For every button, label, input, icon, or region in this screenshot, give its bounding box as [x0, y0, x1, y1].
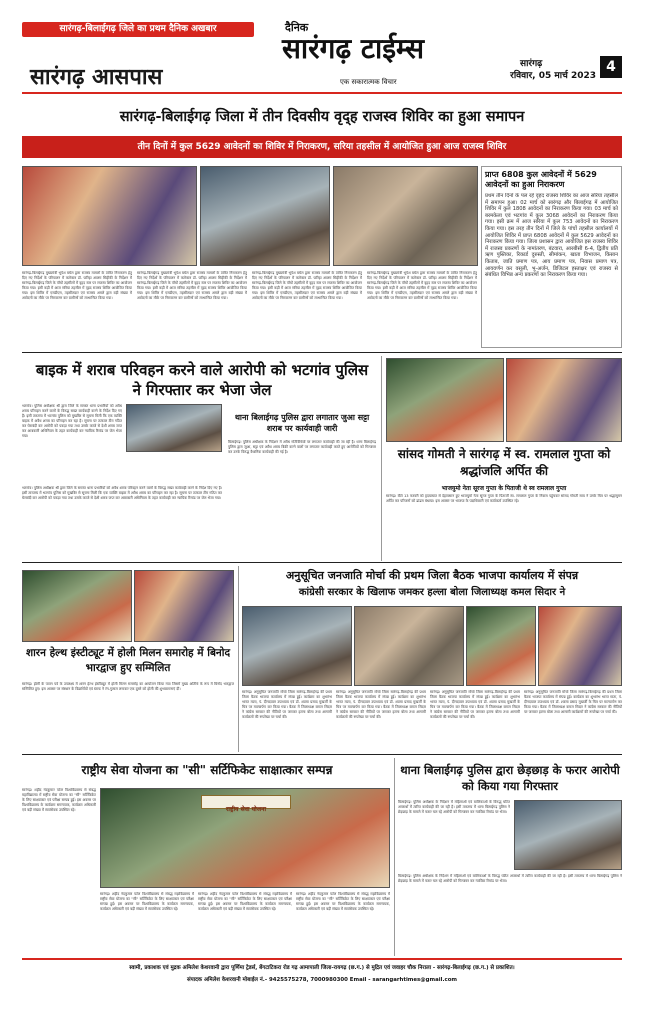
story1-body-col2: सारंगढ़-बिलाईगढ़ मुख्यमंत्री भूपेश बघेल द्वारा राजस्व मामलों के त्वरित निराकरण हेतु दिए गए निर्देशों के परिपालन में कलेक्टर डॉ. फरिहा आलम सिद्दीकी के निर्देशन में सारंगढ़-बिलाईगढ़ जिले के पाँचों तहसीलों में वृहद स्तर पर राजस्व शिविर का आयोजन किया गया। इसी कड़ी में आज सरिया तहसील में वृहद राजस्व शिविर आयोजित किया गया। इस शिविर में एसडीएम, तहसीलदार एवं राजस्व अमले द्वारा बड़ी संख्या में आवेदनों का मौके पर निराकरण कर ग्रामीणों को लाभान्वित किया गया। — [137, 271, 247, 300]
story6-headline: राष्ट्रीय सेवा योजना का "सी" सर्टिफिकेट साक्षात्कार सम्पन्न — [81, 763, 333, 777]
story2-body: भटगांव। पुलिस अधीक्षक श्री द्वारा जिले के समस्त थाना प्रभारियों को अवैध शराब परिवहन करने वालों के विरुद्ध सख्त कार्यवाही करने के निर्देश दिए गए हैं। इसी तारतम्य में भटगांव पुलिस को मुखबिर से सूचना मिली कि एक व्यक्ति बाइक में अवैध शराब का परिवहन कर रहा है। सूचना पर तत्काल टीम गठित कर घेराबंदी कर आरोपी को पकड़ा गया तथा उसके कब्जे से देशी शराब जप्त कर आबकारी अधिनियम के तहत कार्यवाही कर न्यायिक रिमांड पर जेल भेजा गया। — [22, 404, 122, 438]
story5-photo-1 — [242, 606, 352, 686]
story5-body-col2: सारंगढ़। अनुसूचित जनजाति मोर्चा जिला सारंगढ़-बिलाईगढ़ की प्रथम जिला बैठक भाजपा कार्यालय में संपन्न हुई। कार्यक्रम का शुभारंभ भारत माता, पं. दीनदयाल उपाध्याय एवं डॉ. श्यामा प्रसाद मुखर्जी के चित्र पर माल्यार्पण कर किया गया। बैठक में जिलाध्यक्ष कमल सिदार ने कांग्रेस सरकार की नीतियों पर जमकर हल्ला बोला तथा आगामी कार्यक्रमों की रूपरेखा पर चर्चा की। — [336, 690, 426, 719]
story7-body: बिलाईगढ़। पुलिस अधीक्षक के निर्देशन में महिलाओं एवं बालिकाओं के विरुद्ध घटित अपराधों में त्वरित कार्यवाही की जा रही है। इसी तारतम्य में थाना बिलाईगढ़ पुलिस ने छेड़छाड़ के मामले में फरार चल रहे आरोपी को गिरफ्तार कर न्यायिक रिमांड पर भेजा। — [398, 800, 510, 814]
story6-body-col2: सारंगढ़। शहीद नंदकुमार पटेल विश्वविद्यालय से संबद्ध महाविद्यालय में राष्ट्रीय सेवा योजना का "सी" सर्टिफिकेट के लिए साक्षात्कार एवं परीक्षा सम्पन्न हुई। इस अवसर पर विश्वविद्यालय के कार्यक्रम समन्वयक, कार्यक्रम अधिकारी एवं बड़ी संख्या में स्वयंसेवक उपस्थित रहे। — [100, 892, 194, 911]
story6-body-col3: सारंगढ़। शहीद नंदकुमार पटेल विश्वविद्यालय से संबद्ध महाविद्यालय में राष्ट्रीय सेवा योजना का "सी" सर्टिफिकेट के लिए साक्षात्कार एवं परीक्षा सम्पन्न हुई। इस अवसर पर विश्वविद्यालय के कार्यक्रम समन्वयक, कार्यक्रम अधिकारी एवं बड़ी संख्या में स्वयंसेवक उपस्थित रहे। — [198, 892, 292, 911]
story4-photo-1 — [22, 570, 132, 642]
slogan: एक सकारात्मक विचार — [340, 78, 397, 86]
story5-body-col3: सारंगढ़। अनुसूचित जनजाति मोर्चा जिला सारंगढ़-बिलाईगढ़ की प्रथम जिला बैठक भाजपा कार्यालय में संपन्न हुई। कार्यक्रम का शुभारंभ भारत माता, पं. दीनदयाल उपाध्याय एवं डॉ. श्यामा प्रसाद मुखर्जी के चित्र पर माल्यार्पण कर किया गया। बैठक में जिलाध्यक्ष कमल सिदार ने कांग्रेस सरकार की नीतियों पर जमकर हल्ला बोला तथा आगामी कार्यक्रमों की रूपरेखा पर चर्चा की। — [430, 690, 520, 719]
story7-headline: थाना बिलाईगढ़ पुलिस द्वारा छेड़छाड़ के फरार आरोपी को किया गया गिरफ्तार — [400, 763, 620, 793]
story1-headline: सारंगढ़-बिलाईगढ़ जिला में तीन दिवसीय वृद्ह राजस्व शिविर का हुआ समापन — [119, 108, 525, 125]
story5-photo-2 — [354, 606, 464, 686]
story4-body: सारंगढ़। होली के पावन पर्व के उपलक्ष्य में शारन हेल्थ इंस्टीट्यूट में होली मिलन समारोह का आयोजन किया गया जिसमें मुख्य अतिथि के रूप में बिनोद भारद्वाज सम्मिलित हुए। इस अवसर पर संस्थान के विद्यार्थियों एवं स्टाफ ने रंग-गुलाल लगाकर एक दूसरे को होली की शुभकामनाएं दीं। — [22, 682, 234, 691]
story5-body-col1: सारंगढ़। अनुसूचित जनजाति मोर्चा जिला सारंगढ़-बिलाईगढ़ की प्रथम जिला बैठक भाजपा कार्यालय में संपन्न हुई। कार्यक्रम का शुभारंभ भारत माता, पं. दीनदयाल उपाध्याय एवं डॉ. श्यामा प्रसाद मुखर्जी के चित्र पर माल्यार्पण कर किया गया। बैठक में जिलाध्यक्ष कमल सिदार ने कांग्रेस सरकार की नीतियों पर जमकर हल्ला बोला तथा आगामी कार्यक्रमों की रूपरेखा पर चर्चा की। — [242, 690, 332, 719]
tagline-bar — [22, 22, 254, 37]
story7-body-2: बिलाईगढ़। पुलिस अधीक्षक के निर्देशन में महिलाओं एवं बालिकाओं के विरुद्ध घटित अपराधों में त्वरित कार्यवाही की जा रही है। इसी तारतम्य में थाना बिलाईगढ़ पुलिस ने छेड़छाड़ के मामले में फरार चल रहे आरोपी को गिरफ्तार कर न्यायिक रिमांड पर भेजा। — [398, 874, 622, 883]
footer-line-1: स्वामी, प्रकाशक एवं मुद्रक अमिलेश केशरवानी द्वारा पूर्णिमा ट्रेडर्स, बेंगटाटिकरा रोड गढ़ आमापाली जिला-रायगढ़ (छ.ग.) से मुद्रित एवं जवाहर चौक निराला - सारंगढ़-बिलाईगढ़ (छ.ग.) से प्रकाशित। — [129, 965, 515, 971]
story1-body-col3: सारंगढ़-बिलाईगढ़ मुख्यमंत्री भूपेश बघेल द्वारा राजस्व मामलों के त्वरित निराकरण हेतु दिए गए निर्देशों के परिपालन में कलेक्टर डॉ. फरिहा आलम सिद्दीकी के निर्देशन में सारंगढ़-बिलाईगढ़ जिले के पाँचों तहसीलों में वृहद स्तर पर राजस्व शिविर का आयोजन किया गया। इसी कड़ी में आज सरिया तहसील में वृहद राजस्व शिविर आयोजित किया गया। इस शिविर में एसडीएम, तहसीलदार एवं राजस्व अमले द्वारा बड़ी संख्या में आवेदनों का मौके पर निराकरण कर ग्रामीणों को लाभान्वित किया गया। — [252, 271, 362, 300]
story5-photo-4 — [538, 606, 622, 686]
story3-photo-2 — [506, 358, 622, 442]
footer-line-2: संपादक अमिलेश केशरवानी मोबाईल नं.- 9425575278, 7000980300 Email - sarangarhtimes@gmail.com — [186, 977, 458, 983]
story2-headline: बाइक में शराब परिवहन करने वाले आरोपी को भटगांव पुलिस ने गिरफ्तार कर भेजा जेल — [35, 361, 369, 399]
story2-body-2: भटगांव। पुलिस अधीक्षक श्री द्वारा जिले के समस्त थाना प्रभारियों को अवैध शराब परिवहन करने वालों के विरुद्ध सख्त कार्यवाही करने के निर्देश दिए गए हैं। इसी तारतम्य में भटगांव पुलिस को मुखबिर से सूचना मिली कि एक व्यक्ति बाइक में अवैध शराब का परिवहन कर रहा है। सूचना पर तत्काल टीम गठित कर घेराबंदी कर आरोपी को पकड़ा गया तथा उसके कब्जे से देशी शराब जप्त कर आबकारी अधिनियम के तहत कार्यवाही कर न्यायिक रिमांड पर जेल भेजा गया। — [22, 486, 222, 500]
story1-infobox-title: प्राप्त 6808 कुल आवेदनों में 5629 आवेदनों का हुआ निराकरण — [485, 170, 597, 189]
date: रविवार, 05 मार्च 2023 — [510, 71, 596, 81]
divider-2 — [22, 562, 622, 563]
story2-side-body: बिलाईगढ़। पुलिस अधीक्षक के निर्देशन में अवैध गतिविधियों पर लगातार कार्यवाही की जा रही है। थाना बिलाईगढ़ पुलिस द्वारा जुआ, सट्टा एवं अवैध शराब बिक्री करने वालों पर लगातार कार्यवाही करते हुए आरोपियों को गिरफ्तार कर उनके विरुद्ध वैधानिक कार्यवाही की गई है। — [228, 440, 376, 454]
story1-body-col4: सारंगढ़-बिलाईगढ़ मुख्यमंत्री भूपेश बघेल द्वारा राजस्व मामलों के त्वरित निराकरण हेतु दिए गए निर्देशों के परिपालन में कलेक्टर डॉ. फरिहा आलम सिद्दीकी के निर्देशन में सारंगढ़-बिलाईगढ़ जिले के पाँचों तहसीलों में वृहद स्तर पर राजस्व शिविर का आयोजन किया गया। इसी कड़ी में आज सरिया तहसील में वृहद राजस्व शिविर आयोजित किया गया। इस शिविर में एसडीएम, तहसीलदार एवं राजस्व अमले द्वारा बड़ी संख्या में आवेदनों का मौके पर निराकरण कर ग्रामीणों को लाभान्वित किया गया। — [367, 271, 477, 300]
story6-banner — [201, 795, 291, 813]
story5-body-col4: सारंगढ़। अनुसूचित जनजाति मोर्चा जिला सारंगढ़-बिलाईगढ़ की प्रथम जिला बैठक भाजपा कार्यालय में संपन्न हुई। कार्यक्रम का शुभारंभ भारत माता, पं. दीनदयाल उपाध्याय एवं डॉ. श्यामा प्रसाद मुखर्जी के चित्र पर माल्यार्पण कर किया गया। बैठक में जिलाध्यक्ष कमल सिदार ने कांग्रेस सरकार की नीतियों पर जमकर हल्ला बोला तथा आगामी कार्यक्रमों की रूपरेखा पर चर्चा की। — [524, 690, 622, 714]
story3-body: सारंगढ़। बीते 13 फरवरी को हृदयाघात से देहावसान हुए भाजयुमो नेता सूरज गुप्ता के पिताजी स्व. रामलाल गुप्ता के निवास पहुंचकर सांसद गोमती साय ने उनके चित्र पर श्रद्धासुमन अर्पित कर परिजनों को ढांढस बंधाया। इस अवसर पर भाजपा के पदाधिकारी एवं कार्यकर्ता उपस्थित रहे। — [386, 494, 622, 503]
section-title: सारंगढ़ आसपास — [30, 64, 163, 90]
story5-subhead: कांग्रेसी सरकार के खिलाफ जमकर हल्ला बोला जिलाध्यक्ष कमल सिदार ने — [298, 587, 566, 598]
footer-divider — [22, 958, 622, 960]
masthead-divider — [22, 92, 622, 94]
tagline: सारंगढ़-बिलाईगढ़ जिले का प्रथम दैनिक अखबार — [59, 24, 217, 34]
city: सारंगढ़ — [520, 59, 543, 69]
story2-photo — [126, 404, 222, 452]
story1-infobox-text: प्रथम तीन दिनों के पल रहे वृहद राजस्व शिविर का आज सरिया तहसील में समापन हुआ। 02 मार्च को सारंगढ़ और बिलाईगढ़ में आयोजित शिविर में कुल 1808 आवेदनों का निराकरण किया गया। 03 मार्च को बरमकेला एवं भटगांव में कुल 3068 आवेदनों का निराकरण किया गया। इसी क्रम में आज सरिया में कुल 753 आवेदनों का निराकरण किया गया। इस तरह तीन दिनों में जिले के पांचों तहसील कार्यालयों में आयोजित शिविर में प्राप्त 6808 आवेदनों में कुल 5629 आवेदनों का निराकरण किया गया। जिला प्रशासन द्वारा आयोजित इस राजस्व शिविर में राजस्व प्रकरणों के नामांतरण, बंटवारा, आरबीसी 6-4, द्वितीय प्रति ऋण पुस्तिका, रिकार्ड दुरुस्ती, सीमांकन, खाता विभाजन, किसान किताब, जाति प्रमाण पत्र, आय प्रमाण पत्र, निवास प्रमाण पत्र, आयवर्णन कर वसूली, भू-अर्जन, डिजिटल हस्ताक्षर एवं राजस्व से संबंधित विभिन्न अन्य प्रकरणों का निराकरण किया गया। — [485, 193, 618, 279]
page-number: 4 — [600, 56, 622, 78]
story6-banner-text: राष्ट्रीय सेवा योजना — [225, 806, 267, 813]
story1-photo-2 — [200, 166, 330, 266]
story7-photo — [514, 800, 622, 870]
divider-v3 — [394, 758, 395, 956]
story1-subhead: तीन दिनों में कुल 5629 आवेदनों का शिविर में निराकरण, सरिया तहसील में आयोजित हुआ आज राजस्व शिविर — [137, 142, 507, 152]
divider-1 — [22, 352, 622, 353]
story6-photo — [100, 788, 390, 888]
story3-headline: सांसद गोमती ने सारंगढ़ में स्व. रामलाल गुप्ता को श्रद्धांजलि अर्पित की — [397, 447, 611, 478]
divider-3 — [22, 754, 622, 755]
story6-body-col4: सारंगढ़। शहीद नंदकुमार पटेल विश्वविद्यालय से संबद्ध महाविद्यालय में राष्ट्रीय सेवा योजना का "सी" सर्टिफिकेट के लिए साक्षात्कार एवं परीक्षा सम्पन्न हुई। इस अवसर पर विश्वविद्यालय के कार्यक्रम समन्वयक, कार्यक्रम अधिकारी एवं बड़ी संख्या में स्वयंसेवक उपस्थित रहे। — [296, 892, 390, 911]
story1-infobox — [481, 166, 622, 348]
story3-subhead: भाजयुमो नेता सूरज गुप्ता के पिताजी थे स्व रामलाल गुप्ता — [441, 485, 567, 492]
story1-photo-3 — [333, 166, 478, 266]
divider-v2 — [238, 566, 239, 752]
story2-side-headline: थाना बिलाईगढ़ पुलिस द्वारा लगातार जुआ सट्टा शराब पर कार्यवाही जारी — [234, 412, 370, 433]
story5-photo-3 — [466, 606, 536, 686]
story1-photo-main — [22, 166, 197, 266]
daily-label: दैनिक — [285, 21, 309, 34]
story5-headline: अनुसूचित जनजाति मोर्चा की प्रथम जिला बैठक भाजपा कार्यालय में संपन्न — [285, 569, 579, 582]
story4-headline: शारन हेल्थ इंस्टीट्यूट में होली मिलन समारोह में बिनोद भारद्वाज हुए सम्मिलित — [25, 647, 231, 674]
divider-v1 — [381, 356, 382, 561]
story6-body: सारंगढ़। शहीद नंदकुमार पटेल विश्वविद्यालय से संबद्ध महाविद्यालय में राष्ट्रीय सेवा योजना का "सी" सर्टिफिकेट के लिए साक्षात्कार एवं परीक्षा सम्पन्न हुई। इस अवसर पर विश्वविद्यालय के कार्यक्रम समन्वयक, कार्यक्रम अधिकारी एवं बड़ी संख्या में स्वयंसेवक उपस्थित रहे। — [22, 788, 96, 812]
story1-body-col1: सारंगढ़-बिलाईगढ़ मुख्यमंत्री भूपेश बघेल द्वारा राजस्व मामलों के त्वरित निराकरण हेतु दिए गए निर्देशों के परिपालन में कलेक्टर डॉ. फरिहा आलम सिद्दीकी के निर्देशन में सारंगढ़-बिलाईगढ़ जिले के पाँचों तहसीलों में वृहद स्तर पर राजस्व शिविर का आयोजन किया गया। इसी कड़ी में आज सरिया तहसील में वृहद राजस्व शिविर आयोजित किया गया। इस शिविर में एसडीएम, तहसीलदार एवं राजस्व अमले द्वारा बड़ी संख्या में आवेदनों का मौके पर निराकरण कर ग्रामीणों को लाभान्वित किया गया। — [22, 271, 132, 300]
story3-photo-1 — [386, 358, 504, 442]
story4-photo-2 — [134, 570, 234, 642]
story1-subhead-bar — [22, 136, 622, 158]
masthead — [0, 0, 645, 92]
paper-title: सारंगढ़ टाईम्स — [282, 32, 425, 65]
